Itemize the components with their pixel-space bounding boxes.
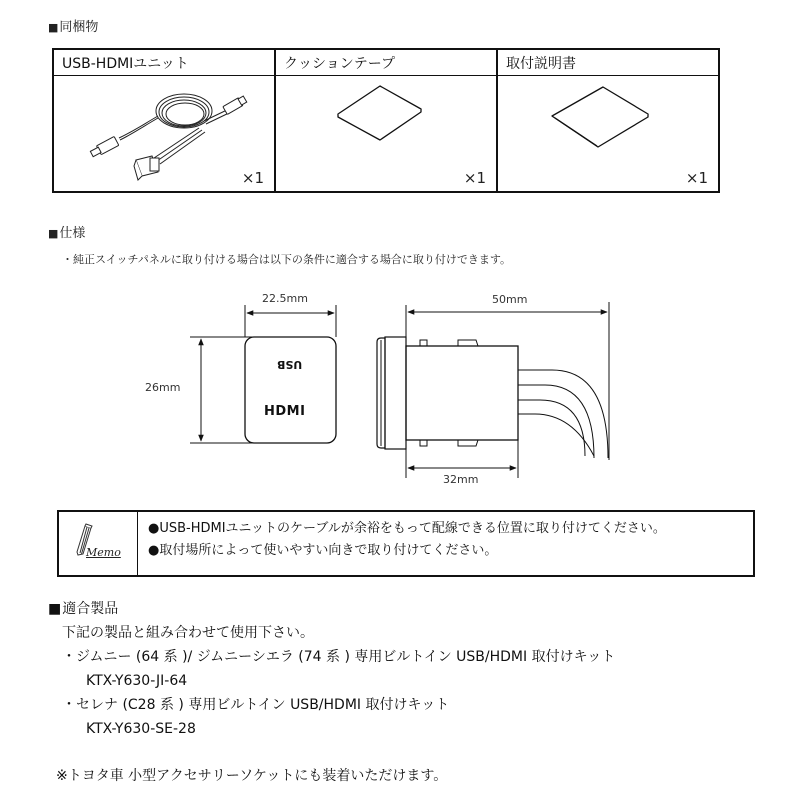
dimension-drawing: [0, 280, 800, 490]
compatible-products-intro: 下記の製品と組み合わせて使用下さい。: [62, 625, 314, 641]
dimension-diagram: [0, 280, 800, 490]
package-contents-table: [52, 48, 720, 193]
package-contents-title: ■ 同梱物: [48, 16, 98, 35]
memo-box: [57, 510, 755, 577]
compatible-product-description: ・セレナ (C28 系 ) 専用ビルトイン USB/HDMI 取付けキット: [62, 697, 450, 713]
usb-face-text: USB: [277, 358, 303, 371]
quantity-usb-hdmi-unit: ×1: [241, 169, 264, 187]
cushion-tape-cell: [276, 76, 498, 191]
compatible-product-description: ・ジムニー (64 系 )/ ジムニーシエラ (74 系 ) 専用ビルトイン USB/HDMI 取付けキット: [62, 649, 616, 665]
specifications-note: ・純正スイッチパネルに取り付ける場合は以下の条件に適合する場合に取り付けできます。: [62, 253, 512, 266]
instruction-manual-cell: [498, 76, 718, 191]
hdmi-face-text: HDMI: [264, 404, 306, 419]
compatible-product-model: KTX-Y630-JI-64: [86, 673, 188, 689]
quantity-instruction-manual: ×1: [685, 169, 708, 187]
front-width-label: 22.5mm: [262, 292, 308, 305]
total-depth-label: 50mm: [492, 293, 528, 306]
specifications-title: ■ 仕様: [48, 222, 85, 241]
front-height-label: 26mm: [145, 381, 181, 394]
memo-body: [138, 512, 666, 575]
compatible-products-footnote: ※トヨタ車 小型アクセサリーソケットにも装着いただけます。: [56, 768, 448, 784]
memo-label: Memo: [86, 546, 121, 559]
body-depth-label: 32mm: [443, 473, 479, 486]
memo-line: ●取付場所によって使いやすい向きで取り付けてください。: [148, 543, 498, 558]
memo-line: ●USB-HDMIユニットのケーブルが余裕をもって配線できる位置に取り付けてください。: [148, 521, 666, 536]
memo-icon-cell: [59, 512, 138, 575]
item-name-instruction-manual: 取付説明書: [498, 50, 718, 76]
item-name-usb-hdmi-unit: USB-HDMIユニット: [54, 50, 276, 76]
quantity-cushion-tape: ×1: [463, 169, 486, 187]
compatible-products-title: ■ 適合製品: [48, 598, 118, 618]
usb-hdmi-unit-cell: [54, 76, 276, 191]
compatible-product-model: KTX-Y630-SE-28: [86, 721, 196, 737]
item-name-cushion-tape: クッションテープ: [276, 50, 498, 76]
